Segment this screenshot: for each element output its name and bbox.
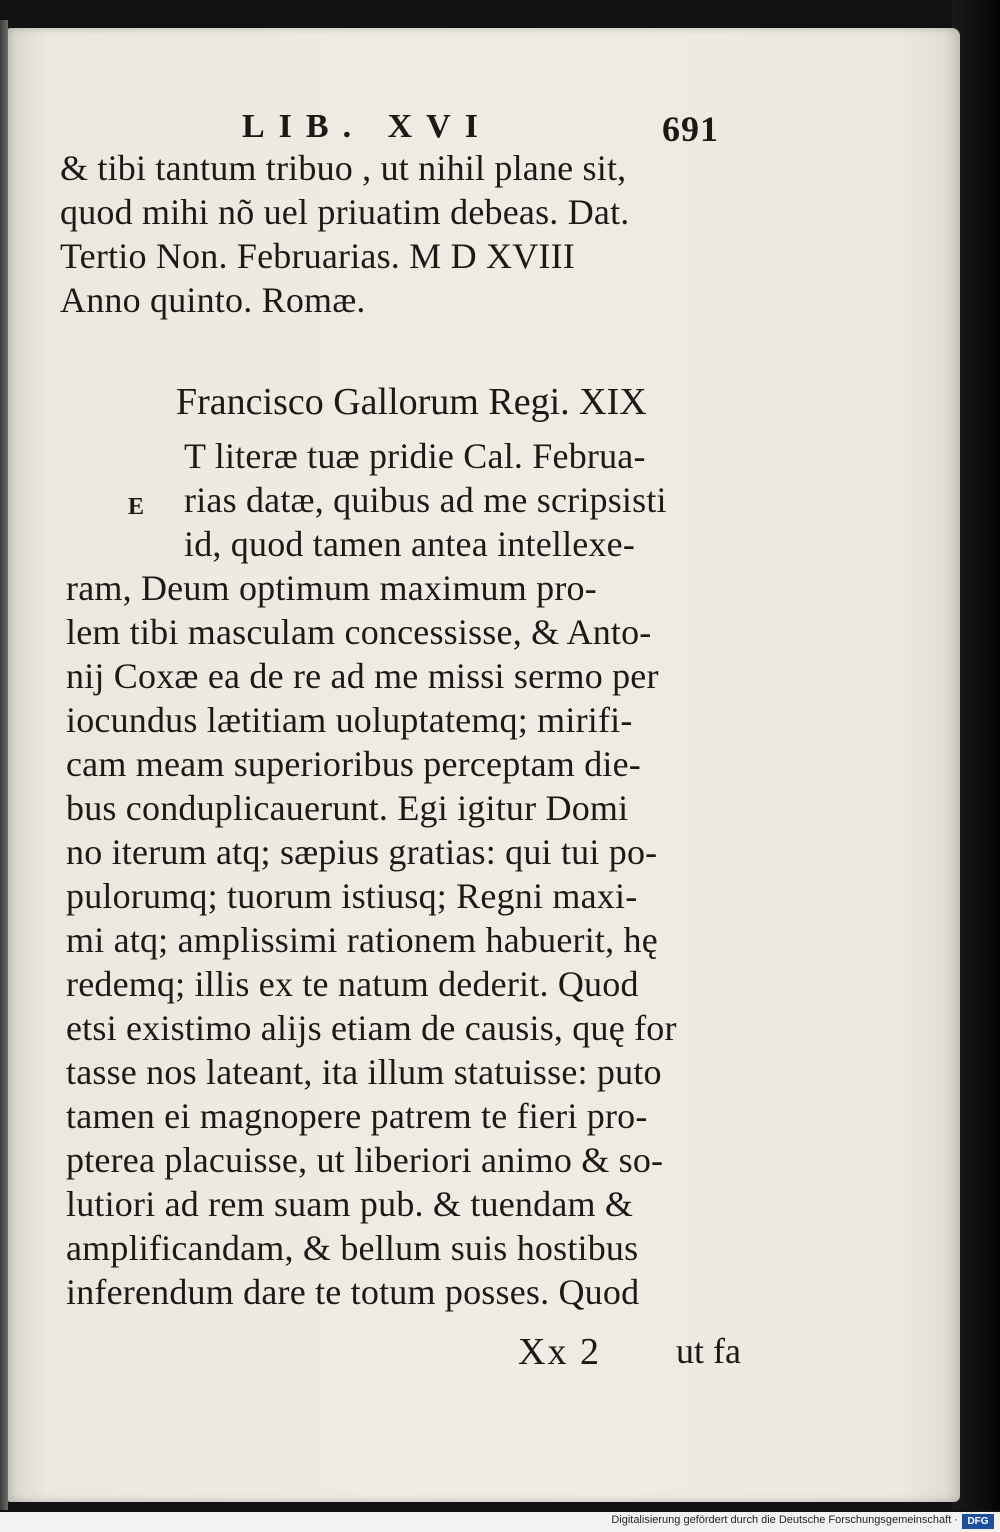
- body-line: lutiori ad rem suam pub. & tuendam &: [66, 1184, 634, 1224]
- body-line: tamen ei magnopere patrem te fieri pro-: [66, 1096, 648, 1136]
- body-line: amplificandam, & bellum suis hostibus: [66, 1228, 639, 1268]
- body-line: id, quod tamen antea intellexe-: [184, 524, 636, 564]
- body-line: no iterum atq; sæpius gratias: qui tui po-: [66, 832, 658, 872]
- digitization-credit: Digitalisierung gefördert durch die Deutsche Forschungsgemeinschaft ·: [611, 1514, 958, 1526]
- signature-mark: Xx 2: [518, 1331, 601, 1373]
- body-line: rias datæ, quibus ad me scripsisti: [184, 480, 667, 520]
- opening-line: Anno quinto. Romæ.: [60, 280, 366, 320]
- initial-letter-guide: E: [128, 494, 145, 520]
- body-line: pulorumq; tuorum istiusq; Regni maxi-: [66, 876, 638, 916]
- opening-line: Tertio Non. Februarias. M D XVIII: [60, 236, 575, 276]
- letter-title: Francisco Gallorum Regi. XIX: [176, 381, 647, 423]
- body-line: inferendum dare te totum posses. Quod: [66, 1272, 640, 1312]
- body-line: T literæ tuæ pridie Cal. Februa-: [184, 436, 646, 476]
- catchword: ut fa: [676, 1331, 741, 1371]
- running-title: LIB. XVI: [242, 108, 492, 145]
- book-page: [8, 28, 960, 1502]
- page-edge-left: [0, 20, 8, 1510]
- body-line: cam meam superioribus perceptam die-: [66, 744, 641, 784]
- body-line: tasse nos lateant, ita illum statuisse: puto: [66, 1052, 662, 1092]
- body-line: mi atq; amplissimi rationem habuerit, hę: [66, 920, 658, 960]
- body-line: etsi existimo alijs etiam de causis, quę for: [66, 1008, 677, 1048]
- body-line: pterea placuisse, ut liberiori animo & so-: [66, 1140, 664, 1180]
- body-line: lem tibi masculam concessisse, & Anto-: [66, 612, 652, 652]
- body-line: iocundus lætitiam uoluptatemq; mirifi-: [66, 700, 633, 740]
- page-number: 691: [662, 109, 719, 149]
- body-line: ram, Deum optimum maximum pro-: [66, 568, 597, 608]
- body-line: redemq; illis ex te natum dederit. Quod: [66, 964, 639, 1004]
- opening-line: quod mihi nõ uel priuatim debeas. Dat.: [60, 192, 630, 232]
- opening-line: & tibi tantum tribuo , ut nihil plane sit,: [60, 148, 627, 188]
- dfg-logo: DFG: [962, 1514, 994, 1529]
- body-line: nij Coxæ ea de re ad me missi sermo per: [66, 656, 659, 696]
- body-line: bus conduplicauerunt. Egi igitur Domi: [66, 788, 629, 828]
